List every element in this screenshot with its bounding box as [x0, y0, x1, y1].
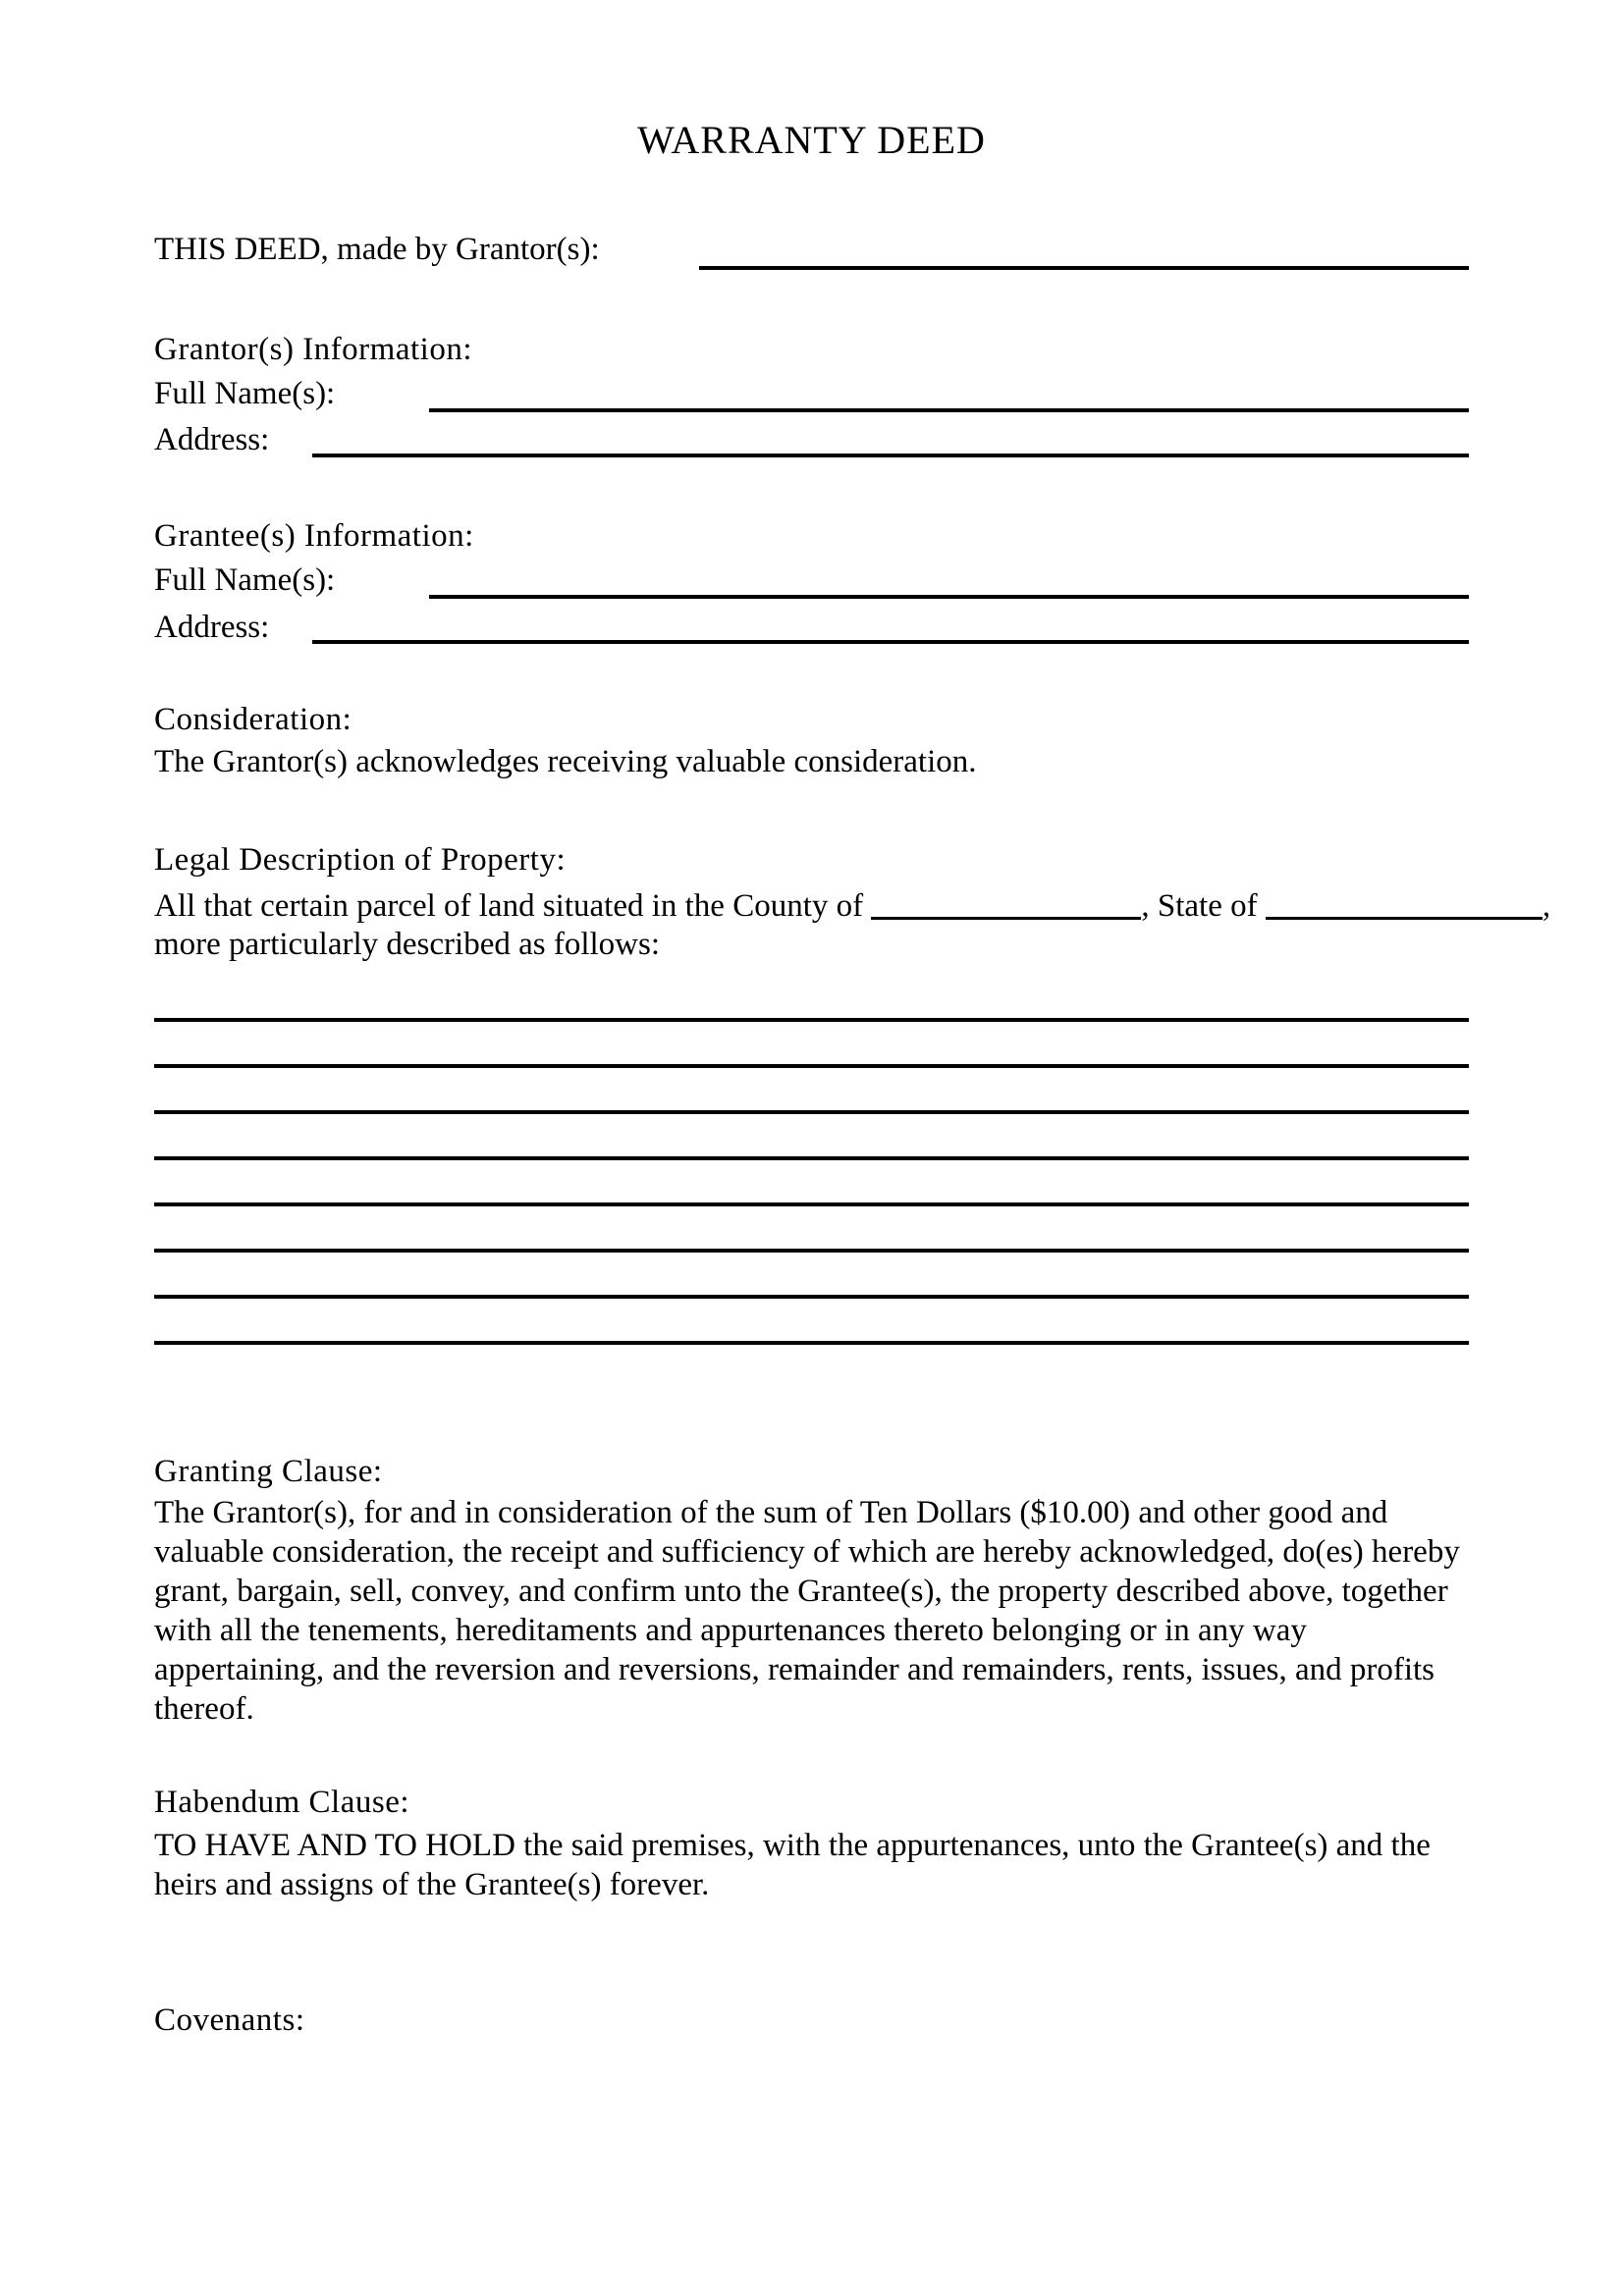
description-blank-line[interactable]	[154, 1202, 1469, 1206]
grantee-address-label: Address:	[154, 610, 270, 645]
consideration-body: The Grantor(s) acknowledges receiving valuable consideration.	[154, 744, 977, 779]
covenants-heading: Covenants:	[154, 2002, 305, 2038]
description-blank-line[interactable]	[154, 1156, 1469, 1160]
description-blank-line[interactable]	[154, 1110, 1469, 1114]
description-blank-line[interactable]	[154, 1064, 1469, 1068]
description-blank-line[interactable]	[154, 1341, 1469, 1345]
legal-sentence-suffix: ,	[1542, 888, 1551, 924]
description-blank-line[interactable]	[154, 1249, 1469, 1253]
description-blank-line[interactable]	[154, 1018, 1469, 1022]
description-blank-line[interactable]	[154, 1295, 1469, 1299]
intro-label: THIS DEED, made by Grantor(s):	[154, 232, 600, 267]
grantee-section-heading: Grantee(s) Information:	[154, 518, 474, 554]
legal-description-sentence-line2: more particularly described as follows:	[154, 927, 660, 962]
grantor-address-label: Address:	[154, 422, 270, 457]
grantor-full-name-label: Full Name(s):	[154, 376, 336, 411]
grantee-full-name-label: Full Name(s):	[154, 562, 336, 598]
legal-description-heading: Legal Description of Property:	[154, 842, 567, 878]
habendum-clause-heading: Habendum Clause:	[154, 1785, 410, 1820]
page-title: WARRANTY DEED	[637, 118, 986, 162]
legal-sentence-middle: , State of	[1141, 888, 1266, 924]
granting-clause-body: The Grantor(s), for and in consideration of the sum of Ten Dollars ($10.00) and other good and valuable consideration, the receipt and sufficiency of which are hereby acknowledged, do(es) hereby grant, bargain, sell, convey, and confirm unto the Grantee(s), the property described above, together with all the tenements, hereditaments and appurtenances thereto belonging or in any way appertaining, and the reversion and reversions, remainder and remainders, rents, issues, and profits thereof.	[154, 1495, 1460, 1727]
legal-sentence-prefix: All that certain parcel of land situated in the County of	[154, 888, 872, 924]
grantor-section-heading: Grantor(s) Information:	[154, 332, 472, 367]
granting-clause-heading: Granting Clause:	[154, 1454, 383, 1489]
consideration-heading: Consideration:	[154, 702, 352, 737]
habendum-clause-body: TO HAVE AND TO HOLD the said premises, with the appurtenances, unto the Grantee(s) and the heirs and assigns of the Grantee(s) forever.	[154, 1828, 1431, 1902]
